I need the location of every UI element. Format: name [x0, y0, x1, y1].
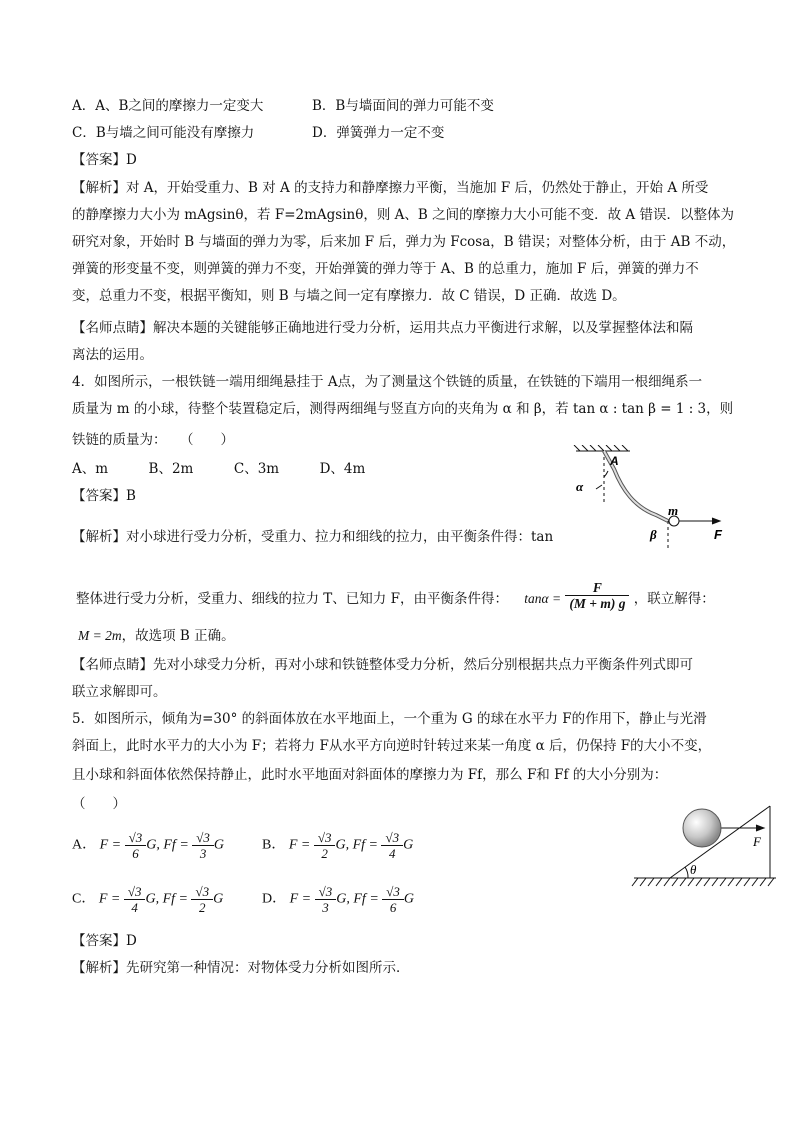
q5-f-symbol: F =	[288, 837, 311, 853]
q4-expl2-text: 整体进行受力分析，受重力、细线的拉力 T、已知力 F，由平衡条件得：	[76, 591, 508, 607]
q4-tan-fraction	[565, 580, 629, 611]
q4-result: M = 2m	[78, 628, 122, 643]
q5-fig-label-f: F	[753, 834, 761, 849]
q3-tip-line1: 【名师点睛】解决本题的关键能够正确地进行受力分析，运用共点力平衡进行求解，以及掌握整体法和隔	[72, 320, 693, 336]
q3-option-b: B．B与墙面间的弹力可能不变	[312, 98, 494, 114]
q5-ff-denominator: 2	[199, 900, 206, 915]
q5-ff-denominator: 4	[389, 846, 396, 861]
q4-chain-figure	[570, 445, 730, 555]
q5-stem-line2: 斜面上，此时水平力的大小为 F；若将力 F从水平方向逆时针转过来某一角度 α 后，仍保持 F的大小不变，	[72, 738, 712, 754]
q3-option-c: C．B与墙之间可能没有摩擦力	[72, 125, 255, 141]
q3-explanation-line2: 的静摩擦力大小为 mAgsinθ，若 F=2mAgsinθ，则 A、B 之间的摩擦力大小可能不变．故 A 错误．以整体为	[72, 207, 734, 223]
q3-explanation-line5: 变，总重力不变，根据平衡知，则 B 与墙之间一定有摩擦力．故 C 错误，D 正确．故选 D。	[72, 288, 626, 304]
q4-result-tail: ，故选项 B 正确。	[121, 628, 235, 644]
q5-ff-symbol: G, Ff =	[336, 891, 379, 907]
q5-f-fraction	[315, 884, 337, 915]
q5-ff-symbol: G, Ff =	[146, 837, 189, 853]
q5-option-c	[72, 884, 223, 915]
q5-f-denominator: 4	[131, 900, 138, 915]
q4-tip-line1: 【名师点睛】先对小球受力分析，再对小球和铁链整体受力分析，然后分别根据共点力平衡条件列式即可	[72, 657, 693, 673]
q3-explanation-line4: 弹簧的形变量不变，则弹簧的弹力不变，开始弹簧的弹力等于 A、B 的总重力，施加 F 后，弹簧的弹力不	[72, 261, 699, 277]
q5-g-symbol: G	[403, 837, 414, 853]
q3-tip-line2: 离法的运用。	[72, 347, 153, 363]
q4-explanation-line1: 【解析】对小球进行受力分析，受重力、拉力和细线的拉力，由平衡条件得：tan	[72, 529, 554, 545]
q4-fig-label-alpha: α	[576, 479, 584, 494]
q4-stem-line3: 铁链的质量为： （ ）	[72, 432, 234, 448]
q5-f-numerator: √3	[124, 884, 146, 900]
q5-ff-fraction	[192, 830, 214, 861]
q5-ff-fraction	[191, 884, 213, 915]
q3-option-d: D．弹簧弹力一定不变	[312, 125, 445, 141]
q5-option-label: C．	[72, 891, 96, 907]
q5-ff-fraction	[381, 830, 403, 861]
q4-tip-line2: 联立求解即可。	[72, 684, 167, 700]
q5-f-fraction	[125, 830, 147, 861]
q5-g-symbol: G	[403, 891, 415, 907]
q5-f-symbol: F =	[99, 837, 122, 853]
q4-tan-lhs: tanα =	[524, 591, 562, 606]
q5-f-denominator: 2	[321, 846, 328, 861]
q5-ff-numerator: √3	[191, 884, 213, 900]
q5-f-fraction	[124, 884, 146, 915]
q5-ff-denominator: 6	[389, 900, 397, 915]
q4-explanation-line2	[76, 580, 715, 615]
q4-fig-label-m: m	[668, 503, 679, 518]
q5-ff-denominator: 3	[199, 846, 207, 861]
q5-option-a	[72, 830, 224, 861]
q5-f-symbol: F =	[289, 891, 312, 907]
q5-option-d	[262, 884, 414, 915]
q5-g-symbol: G	[213, 891, 224, 907]
q5-f-symbol: F =	[98, 891, 121, 907]
q5-stem-line1: 5．如图所示，倾角为=30° 的斜面体放在水平地面上，一个重为 G 的球在水平力 F的作用下，静止与光滑	[72, 711, 707, 727]
q3-explanation-line1: 【解析】对 A，开始受重力、B 对 A 的支持力和静摩擦力平衡，当施加 F 后，仍然处于静止，开始 A 所受	[72, 180, 709, 196]
q5-incline-figure	[630, 800, 780, 890]
q4-expl2-tail: ，联立解得：	[633, 591, 715, 607]
q5-ff-numerator: √3	[192, 830, 214, 846]
q4-stem-line1: 4．如图所示，一根铁链一端用细绳悬挂于 A点，为了测量这个铁链的质量，在铁链的下端用一根细绳系一	[72, 374, 703, 390]
q5-ff-fraction	[382, 884, 404, 915]
q5-f-denominator: 6	[132, 846, 139, 861]
q5-f-numerator: √3	[315, 884, 337, 900]
q4-result-line	[78, 627, 235, 645]
q5-fig-label-theta: θ	[690, 862, 697, 877]
q5-option-label: B．	[262, 837, 286, 853]
q3-explanation-line3: 研究对象，开始时 B 与墙面的弹力为零，后来加 F 后，弹力为 Fcosa，B 错误；对整体分析，由于 AB 不动，	[72, 234, 736, 250]
q4-stem-line2: 质量为 m 的小球，待整个装置稳定后，测得两细绳与竖直方向的夹角为 α 和 β，若 tan α : tan β = 1 : 3，则	[72, 401, 734, 417]
q5-answer: 【答案】D	[72, 933, 137, 949]
q4-options: A、m B、2m C、3m D、4m	[72, 461, 366, 477]
q5-ff-symbol: G, Ff =	[335, 837, 378, 853]
q5-f-numerator: √3	[314, 830, 336, 846]
q5-paren: （ ）	[72, 796, 126, 812]
q4-tan-numerator: F	[565, 580, 629, 596]
q5-f-fraction	[314, 830, 336, 861]
q5-g-symbol: G	[213, 837, 225, 853]
q5-ball	[683, 809, 721, 847]
q3-answer: 【答案】D	[72, 152, 137, 168]
q5-explanation-line1: 【解析】先研究第一种情况：对物体受力分析如图所示．	[72, 960, 410, 976]
q4-answer: 【答案】B	[72, 488, 136, 504]
q5-ff-numerator: √3	[381, 830, 403, 846]
q5-f-numerator: √3	[125, 830, 147, 846]
q3-option-a: A．A、B之间的摩擦力一定变大	[72, 98, 264, 114]
q4-fig-label-f: F	[714, 527, 722, 542]
q4-tan-denominator: (M + m) g	[569, 596, 626, 611]
q5-option-b	[262, 830, 413, 861]
q4-fig-label-beta: β	[650, 527, 657, 542]
q4-fig-label-a: A	[610, 454, 619, 468]
q5-stem-line3: 且小球和斜面体依然保持静止，此时水平地面对斜面体的摩擦力为 Ff，那么 F和 Ff 的大小分别为：	[72, 767, 668, 783]
q5-ff-symbol: G, Ff =	[145, 891, 188, 907]
q5-option-label: A．	[72, 837, 97, 853]
q5-ff-numerator: √3	[382, 884, 404, 900]
q5-f-denominator: 3	[322, 900, 329, 915]
q5-option-label: D．	[262, 891, 287, 907]
